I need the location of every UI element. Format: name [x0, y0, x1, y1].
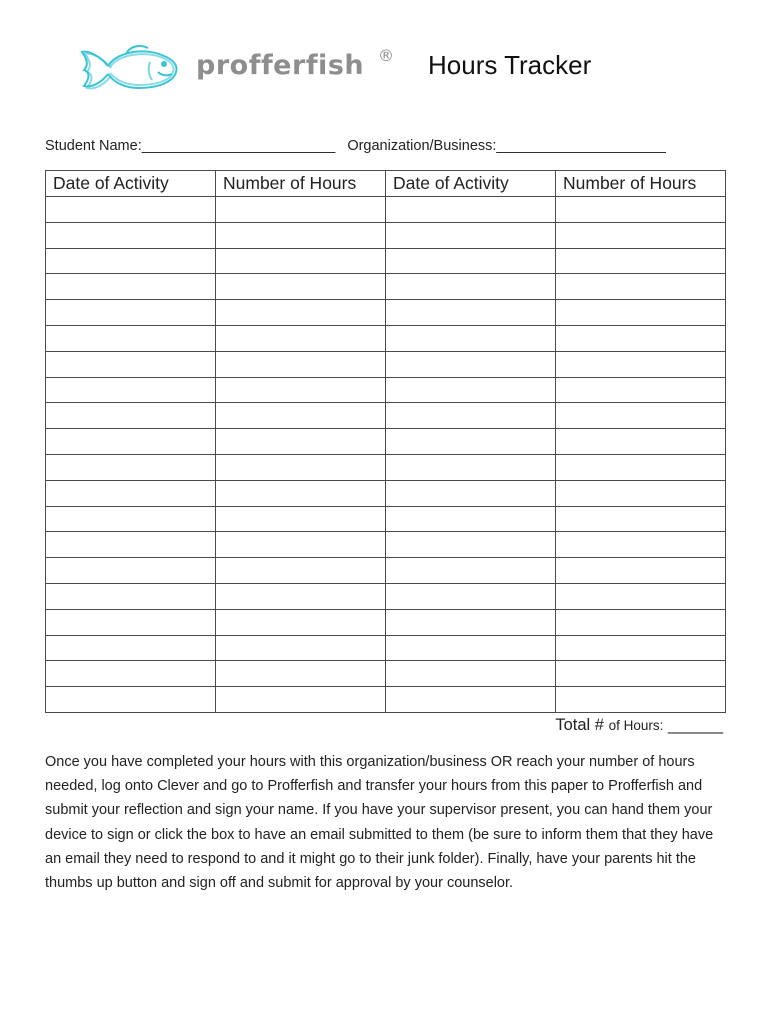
hours-cell[interactable] [556, 635, 726, 661]
hours-cell[interactable] [216, 197, 386, 223]
date-cell[interactable] [386, 661, 556, 687]
date-cell[interactable] [386, 429, 556, 455]
registered-mark: ® [378, 46, 394, 65]
date-cell[interactable] [386, 403, 556, 429]
organization-field[interactable]: _____________________ [496, 138, 666, 154]
date-cell[interactable] [46, 454, 216, 480]
total-hours-field[interactable]: ______ [667, 716, 723, 734]
hours-cell[interactable] [556, 197, 726, 223]
hours-cell[interactable] [556, 661, 726, 687]
student-name-label: Student Name: [45, 138, 142, 154]
student-name-field[interactable]: ________________________ [141, 138, 336, 154]
date-cell[interactable] [46, 274, 216, 300]
date-cell[interactable] [386, 454, 556, 480]
date-cell[interactable] [46, 558, 216, 584]
hours-cell[interactable] [556, 300, 726, 326]
date-cell[interactable] [46, 325, 216, 351]
hours-cell[interactable] [216, 558, 386, 584]
brand-name: profferfish [196, 50, 365, 81]
total-label: Total # [555, 716, 604, 734]
table-row [46, 325, 726, 351]
hours-cell[interactable] [556, 454, 726, 480]
hours-cell[interactable] [556, 532, 726, 558]
table-row [46, 222, 726, 248]
table-row [46, 532, 726, 558]
table-row [46, 687, 726, 713]
profferfish-logo [78, 42, 408, 102]
date-cell[interactable] [386, 197, 556, 223]
date-cell[interactable] [46, 532, 216, 558]
hours-cell[interactable] [216, 274, 386, 300]
table-row [46, 635, 726, 661]
column-header-date-1: Date of Activity [46, 171, 216, 197]
date-cell[interactable] [386, 687, 556, 713]
hours-cell[interactable] [556, 248, 726, 274]
date-cell[interactable] [46, 609, 216, 635]
date-cell[interactable] [386, 300, 556, 326]
date-cell[interactable] [386, 609, 556, 635]
date-cell[interactable] [46, 429, 216, 455]
hours-cell[interactable] [556, 609, 726, 635]
date-cell[interactable] [46, 222, 216, 248]
hours-table [45, 170, 726, 713]
column-header-hours-2: Number of Hours [556, 171, 726, 197]
date-cell[interactable] [386, 532, 556, 558]
organization-label: Organization/Business: [347, 138, 497, 154]
date-cell[interactable] [46, 635, 216, 661]
table-row [46, 403, 726, 429]
date-cell[interactable] [386, 351, 556, 377]
date-cell[interactable] [46, 377, 216, 403]
date-cell[interactable] [46, 506, 216, 532]
table-row [46, 300, 726, 326]
hours-cell[interactable] [216, 583, 386, 609]
date-cell[interactable] [386, 558, 556, 584]
date-cell[interactable] [46, 583, 216, 609]
hours-cell[interactable] [216, 609, 386, 635]
table-row [46, 454, 726, 480]
date-cell[interactable] [386, 506, 556, 532]
hours-cell[interactable] [556, 325, 726, 351]
instructions-paragraph: Once you have completed your hours with this organization/business OR reach your number of hours needed, log onto Clever and go to Profferfish and transfer your hours from this paper to Profferfish and submit your reflection and sign your name. If you have your supervisor present, you can hand them your device to sign or click the box to have an email submitted to them (be sure to inform them that they have an email they need to respond to and it might go to their junk folder). Finally, have your parents hit the thumbs up button and sign off and submit for approval by your counselor. [45, 754, 714, 892]
table-body [46, 197, 726, 713]
table-row [46, 377, 726, 403]
hours-cell[interactable] [556, 377, 726, 403]
date-cell[interactable] [386, 274, 556, 300]
fish-icon [78, 42, 196, 102]
hours-cell[interactable] [216, 377, 386, 403]
date-cell[interactable] [46, 300, 216, 326]
date-cell[interactable] [386, 480, 556, 506]
date-cell[interactable] [386, 325, 556, 351]
hours-cell[interactable] [216, 635, 386, 661]
table-row [46, 197, 726, 223]
column-header-date-2: Date of Activity [386, 171, 556, 197]
hours-cell[interactable] [216, 480, 386, 506]
table-row [46, 558, 726, 584]
date-cell[interactable] [386, 635, 556, 661]
table-row [46, 583, 726, 609]
table-header-row [46, 171, 726, 197]
date-cell[interactable] [386, 583, 556, 609]
hours-cell[interactable] [216, 325, 386, 351]
table-row [46, 661, 726, 687]
hours-cell[interactable] [216, 687, 386, 713]
hours-cell[interactable] [556, 506, 726, 532]
hours-cell[interactable] [216, 351, 386, 377]
date-cell[interactable] [386, 248, 556, 274]
hours-cell[interactable] [216, 300, 386, 326]
hours-cell[interactable] [556, 687, 726, 713]
total-hours [555, 716, 723, 735]
date-cell[interactable] [46, 687, 216, 713]
date-cell[interactable] [46, 403, 216, 429]
hours-cell[interactable] [216, 506, 386, 532]
hours-cell[interactable] [216, 403, 386, 429]
hours-cell[interactable] [556, 403, 726, 429]
table-row [46, 274, 726, 300]
date-cell[interactable] [46, 480, 216, 506]
hours-cell[interactable] [556, 583, 726, 609]
header-fields [45, 138, 666, 154]
hours-cell[interactable] [556, 558, 726, 584]
hours-cell[interactable] [216, 454, 386, 480]
date-cell[interactable] [46, 248, 216, 274]
hours-cell[interactable] [216, 222, 386, 248]
hours-cell[interactable] [216, 248, 386, 274]
hours-cell[interactable] [556, 351, 726, 377]
column-header-hours-1: Number of Hours [216, 171, 386, 197]
table-row [46, 429, 726, 455]
date-cell[interactable] [386, 222, 556, 248]
table-row [46, 351, 726, 377]
date-cell[interactable] [46, 661, 216, 687]
table-row [46, 506, 726, 532]
table-row [46, 248, 726, 274]
date-cell[interactable] [46, 351, 216, 377]
date-cell[interactable] [386, 377, 556, 403]
hours-cell[interactable] [216, 429, 386, 455]
hours-cell[interactable] [216, 661, 386, 687]
hours-cell[interactable] [556, 274, 726, 300]
table-row [46, 609, 726, 635]
total-label-suffix: of Hours: [608, 718, 664, 733]
table-row [46, 480, 726, 506]
date-cell[interactable] [46, 197, 216, 223]
hours-cell[interactable] [216, 532, 386, 558]
hours-cell[interactable] [556, 480, 726, 506]
hours-cell[interactable] [556, 222, 726, 248]
page-title: Hours Tracker [428, 50, 592, 80]
hours-cell[interactable] [556, 429, 726, 455]
